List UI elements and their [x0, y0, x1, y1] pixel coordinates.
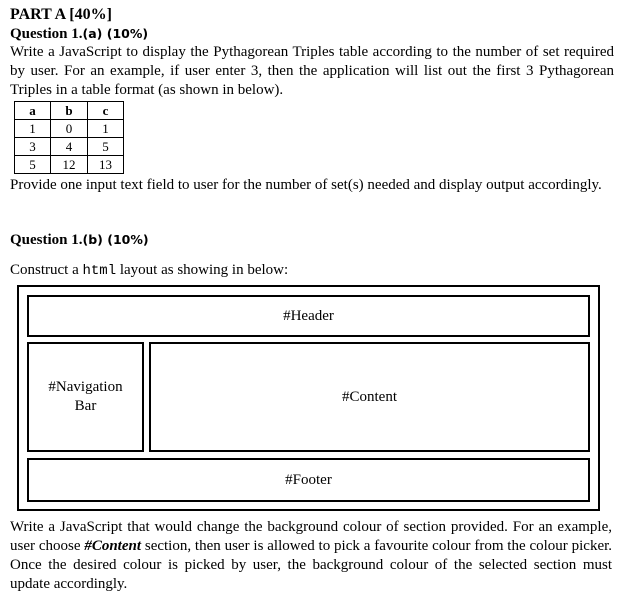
- header-section: [27, 295, 590, 337]
- intro-code: html: [82, 263, 117, 279]
- q1b-intro: [10, 261, 288, 281]
- q1a-label: Question 1.: [10, 26, 83, 42]
- q1b-code: (b) (10%): [82, 232, 149, 247]
- pythagorean-table: [14, 101, 124, 174]
- header-label: #Header: [283, 307, 334, 324]
- table-cell: 12: [50, 156, 87, 174]
- table-cell: 3: [15, 138, 51, 156]
- content-label: #Content: [342, 388, 397, 405]
- text-after: section, then user is allowed to pick a favourite colour from the colour picker. Once the desired colour is picked by user, the background colour of the selected section must update accordingly.: [10, 538, 613, 592]
- footer-label: #Footer: [285, 471, 332, 488]
- table-cell: 5: [88, 138, 124, 156]
- q1a-code: (a) (10%): [82, 26, 149, 41]
- table-cell: 5: [15, 156, 51, 174]
- table-cell: 4: [50, 138, 87, 156]
- table-row: [15, 138, 124, 156]
- table-cell: 1: [88, 120, 124, 138]
- intro-before: Construct a: [10, 262, 79, 278]
- navigation-section: [27, 342, 144, 452]
- table-cell: 0: [50, 120, 87, 138]
- text-emphasis: #Content: [84, 538, 142, 554]
- intro-after: layout as showing in below:: [119, 262, 289, 278]
- table-header-row: [15, 102, 124, 120]
- q1a-instruction: Provide one input text field to user for the number of set(s) needed and display output accordingly.: [10, 177, 602, 193]
- table-header-b: b: [50, 102, 87, 120]
- q1a-heading: [10, 25, 148, 43]
- q1a-text: Write a JavaScript to display the Pythagorean Triples table according to the number of set required by user. For an example, if user enter 3, then the application will list out the first 3 Pythagorean Triples in a table format (as shown in below).: [10, 44, 614, 98]
- table-row: [15, 120, 124, 138]
- table-row: [15, 156, 124, 174]
- content-section: [149, 342, 590, 452]
- navigation-label: #Navigation Bar: [48, 379, 123, 414]
- table-header-a: a: [15, 102, 51, 120]
- table-cell: 13: [88, 156, 124, 174]
- footer-section: [27, 458, 590, 502]
- table-header-c: c: [88, 102, 124, 120]
- part-title: PART A [40%]: [10, 6, 112, 23]
- q1b-text: [10, 518, 612, 594]
- table-cell: 1: [15, 120, 51, 138]
- q1b-heading: [10, 231, 149, 249]
- text-before: Write a JavaScript that would change the background colour of section provided. For an example, user choose: [10, 519, 612, 554]
- q1b-label: Question 1.: [10, 232, 83, 248]
